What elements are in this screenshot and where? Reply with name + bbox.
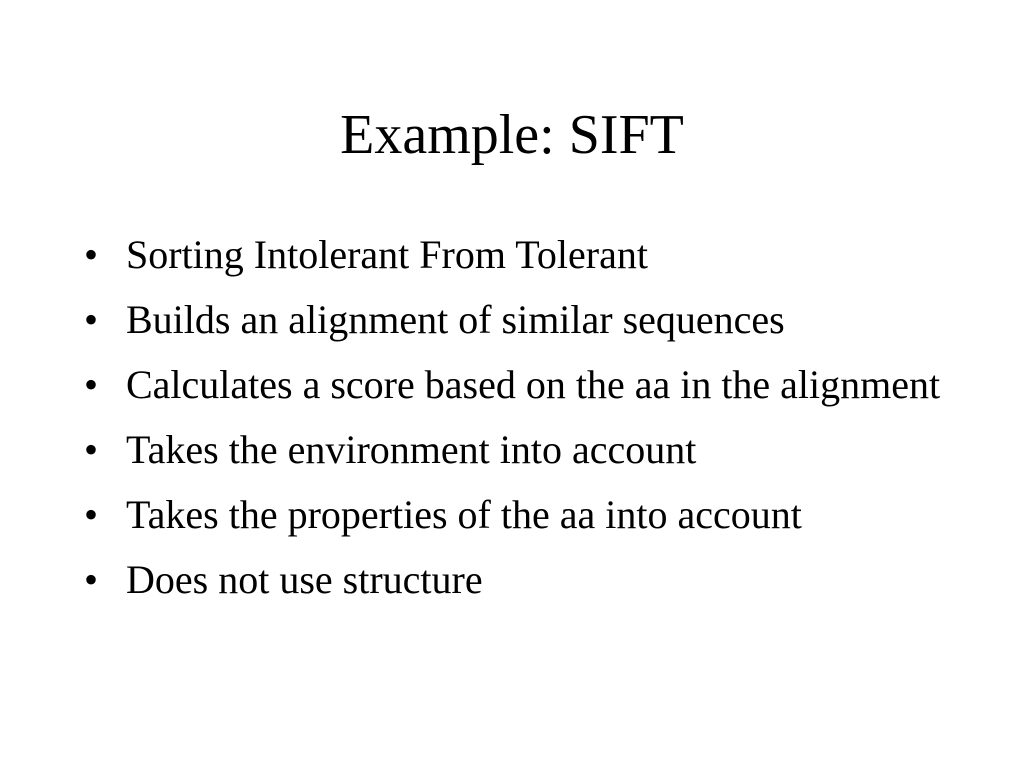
bullet-list bbox=[84, 227, 964, 617]
bullet-marker-icon: • bbox=[84, 427, 99, 472]
bullet-item bbox=[84, 487, 964, 543]
bullet-marker-icon: • bbox=[84, 297, 99, 342]
bullet-item bbox=[84, 552, 964, 608]
bullet-item bbox=[84, 422, 964, 478]
bullet-marker-icon: • bbox=[84, 362, 99, 407]
bullet-marker-icon: • bbox=[84, 232, 99, 277]
bullet-text: Calculates a score based on the aa in the alignment bbox=[126, 362, 941, 407]
bullet-marker-icon: • bbox=[84, 492, 99, 537]
bullet-text: Does not use structure bbox=[126, 557, 483, 602]
bullet-text: Sorting Intolerant From Tolerant bbox=[126, 232, 648, 277]
bullet-item bbox=[84, 227, 964, 283]
bullet-marker-icon: • bbox=[84, 557, 99, 602]
bullet-item bbox=[84, 292, 964, 348]
bullet-item bbox=[84, 357, 964, 413]
bullet-text: Takes the properties of the aa into account bbox=[126, 492, 802, 537]
bullet-text: Builds an alignment of similar sequences bbox=[126, 297, 785, 342]
bullet-text: Takes the environment into account bbox=[126, 427, 697, 472]
slide-title: Example: SIFT bbox=[340, 104, 684, 166]
